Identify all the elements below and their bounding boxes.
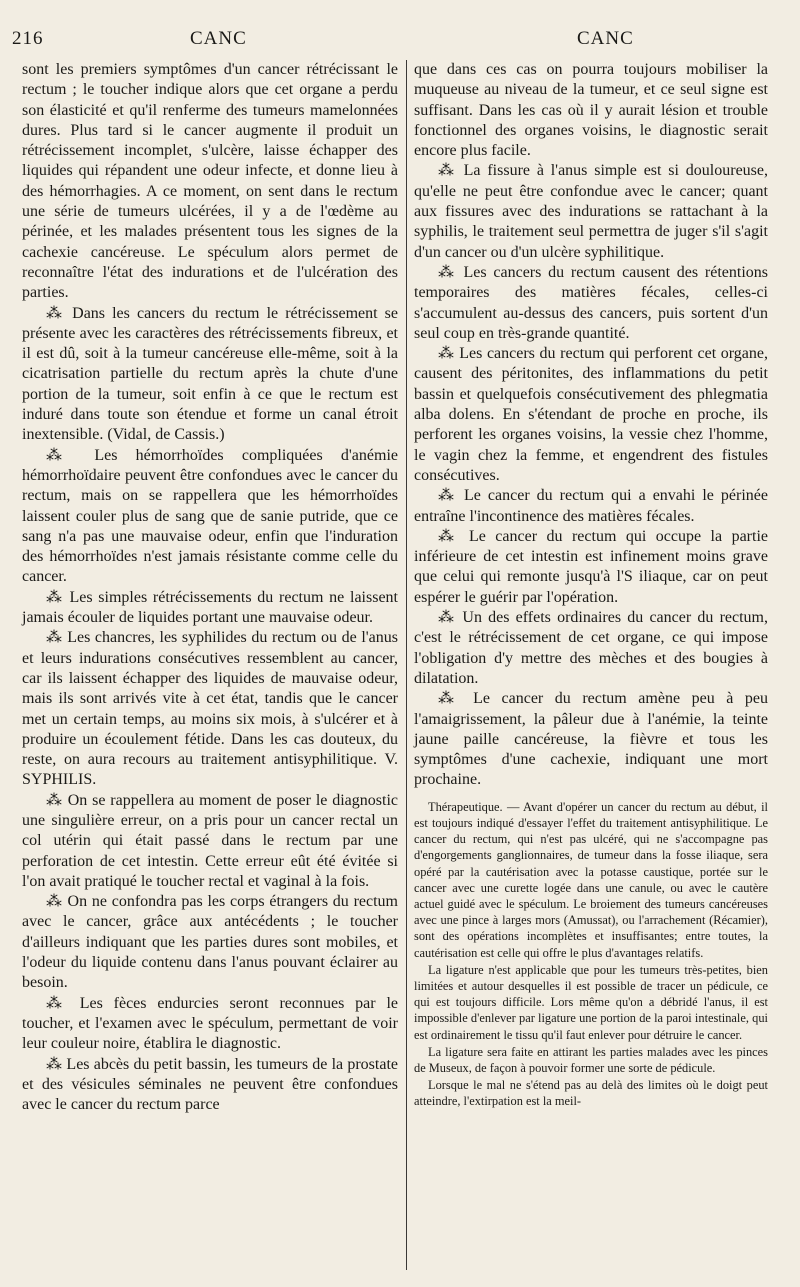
paragraph: ⁂ Les hémorrhoïdes compliquées d'anémie hémorrhoïdaire peuvent être confondues avec le cancer du rectum, mais on se rappellera que les hémorrhoïdes laissent couler plus de sang que de sanie putride, que ce sang n'a pas une mauvaise odeur, enfin que l'induration des hémorrhoïdes n'est jamais résistante comme celle du cancer. (22, 446, 398, 586)
therapeutique-paragraph: La ligature sera faite en attirant les parties malades avec les pinces de Museux, de façon à pouvoir former une sorte de pédicule. (414, 1044, 768, 1075)
therapeutique-paragraph: Thérapeutique. — Avant d'opérer un cancer du rectum au début, il est toujours indiqué d'essayer l'effet du traitement antisyphilitique. Le cancer du rectum, qui n'est pas ulcéré, qui ne s'accompagne pas d'engorgements ganglionnaires, de tumeur dans la fosse iliaque, sera opéré par la cautérisation avec la potasse caustique, portée sur le cancer avec une curette logée dans une canule, ou avec le cautère actuel guidé avec le spéculum. Le broiement des tumeurs cancéreuses avec une pince à larges mors (Amussat), ou l'arrachement (Récamier), sont des opérations incomplètes et insuffisantes; entre toutes, la cautérisation est celle qui offre le plus d'avantages relatifs. (414, 799, 768, 960)
right-column (414, 60, 768, 1110)
paragraph: que dans ces cas on pourra toujours mobiliser la muqueuse au niveau de la tumeur, et ce seul signe est suffisant. Dans les cas où il y aurait lésion et trouble fonctionnel des organes voisins, le diagnostic serait encore plus facile. (414, 61, 768, 160)
paragraph: ⁂ Les abcès du petit bassin, les tumeurs de la prostate et des vésicules séminales ne peuvent être confondues avec le cancer du rectum parce (22, 1055, 398, 1114)
paragraph: ⁂ Les cancers du rectum qui perforent cet organe, causent des péritonites, des inflammations du petit bassin et quelquefois consécutivement des phlegmatia alba dolens. En s'étendant de proche en proche, ils perforent les organes voisins, la vessie chez l'homme, le vagin chez la femme, et engendrent des fistules consécutives. (414, 345, 768, 484)
page-number: 216 (12, 28, 44, 49)
paragraph: ⁂ Les chancres, les syphilides du rectum ou de l'anus et leurs indurations consécutives ressemblent au cancer, car ils laissent échapper des liquides de mauvaise odeur, mais ils sont arrivés vite à cet état, tandis que le cancer met un certain temps, au moins six mois, à s'ulcérer et à produire un écoulement fétide. Dans les cas douteux, du reste, on aura recours au traitement antisyphilitique. V. SYPHILIS. (22, 629, 398, 789)
therapeutique-paragraph: Lorsque le mal ne s'étend pas au delà des limites où le doigt peut atteindre, l'extirpation est la meil- (414, 1078, 768, 1109)
paragraph: sont les premiers symptômes d'un cancer rétrécissant le rectum ; le toucher indique alors que cet organe a perdu son élasticité et qu'il renferme des tumeurs mamelonnées dures. Plus tard si le cancer augmente il produit un rétrécissement incomplet, s'ulcère, laisse échapper des liquides qui répandent une odeur infecte, et donne lieu à des hémorrhagies. A ce moment, on sent dans le rectum une série de tumeurs ulcérées, il y a de l'œdème au périnée, et les malades présentent tous les signes de la cachexie cancéreuse. Le spéculum alors permet de reconnaître l'état des indurations et de l'ulcération des parties. (22, 61, 398, 302)
paragraph: ⁂ Les simples rétrécissements du rectum ne laissent jamais écouler de liquides portant une mauvaise odeur. (22, 588, 398, 627)
running-header (12, 28, 786, 54)
paragraph: ⁂ La fissure à l'anus simple est si douloureuse, qu'elle ne peut être confondue avec le cancer; quant aux fissures avec des indurations se rattachant à la syphilis, le traitement seul permettra de juger s'il s'agit d'un cancer ou d'un ulcère syphilitique. (414, 162, 768, 261)
header-left-title: CANC (190, 28, 247, 49)
column-divider (406, 60, 407, 1270)
left-column (22, 60, 398, 1115)
paragraph: ⁂ Un des effets ordinaires du cancer du rectum, c'est le rétrécissement de cet organe, ce qui impose l'obligation d'y mettre des mèches et des bougies à dilatation. (414, 609, 768, 687)
paragraph: ⁂ Les cancers du rectum causent des rétentions temporaires des matières fécales, celles-ci s'accumulent au-dessus des cancers, puis sortent d'un seul coup en très-grande quantité. (414, 263, 768, 342)
paragraph: ⁂ On ne confondra pas les corps étrangers du rectum avec le cancer, grâce aux antécédents ; le toucher d'ailleurs indiquant que les parties dures sont mobiles, et l'odeur du liquide contenu dans l'anus pouvant éclairer au besoin. (22, 893, 398, 992)
header-right-title: CANC (577, 28, 634, 49)
paragraph: ⁂ Les fèces endurcies seront reconnues par le toucher, et l'examen avec le spéculum, permettant de voir leur couleur noire, établira le diagnostic. (22, 994, 398, 1053)
therapeutique-section (414, 799, 768, 1110)
paragraph: ⁂ Le cancer du rectum qui occupe la partie inférieure de cet intestin est infinement moins grave que celui qui remonte jusqu'à l'S iliaque, car on peut espérer le guérir par l'opération. (414, 527, 768, 606)
paragraph: ⁂ Dans les cancers du rectum le rétrécissement se présente avec les caractères des rétrécissements fibreux, et il est dû, soit à la tumeur cancéreuse elle-même, soit à la cicatrisation partielle du rectum après la chute d'une portion de la tumeur, soit enfin à ce que le rectum est induré dans toute son étendue et forme un canal étroit inextensible. (Vidal, de Cassis.) (22, 304, 398, 444)
paragraph: ⁂ Le cancer du rectum amène peu à peu l'amaigrissement, la pâleur due à l'anémie, la teinte jaune paille cancéreuse, la fièvre et tous les symptômes d'une cachexie, indiquant une mort prochaine. (414, 690, 768, 789)
paragraph: ⁂ Le cancer du rectum qui a envahi le périnée entraîne l'incontinence des matières fécales. (414, 487, 768, 525)
paragraph: ⁂ On se rappellera au moment de poser le diagnostic une singulière erreur, on a pris pour un cancer rectal un col utérin qui était passé dans le rectum par une perforation de cet intestin. Cette erreur eût été évitée si l'on avait pratiqué le toucher rectal et vaginal à la fois. (22, 791, 398, 890)
therapeutique-paragraph: La ligature n'est applicable que pour les tumeurs très-petites, bien limitées et autour desquelles il est possible de tracer un pédicule, ce qui est toujours difficile. Lors même qu'on a débridé l'anus, il est impossible d'enlever par ligature une portion de la paroi intestinale, qui est ordinairement le tissu qu'il faut enlever pour détruire le cancer. (414, 962, 768, 1042)
